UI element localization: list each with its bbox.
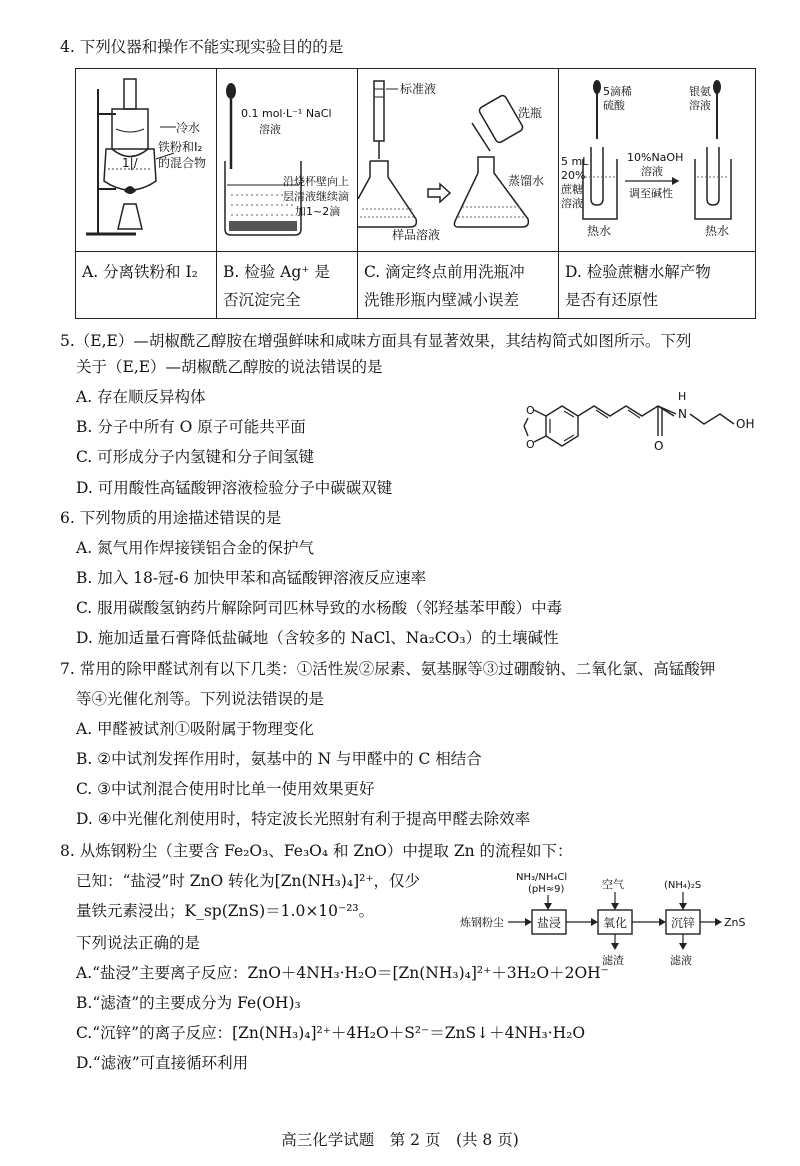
label-20pct: 20% (561, 169, 586, 182)
q4-figure-b (217, 69, 358, 252)
mol-o-carbonyl: O (654, 439, 664, 453)
q7-option-a: A. 甲醛被试剂①吸附属于物理变化 (76, 720, 315, 738)
hydrolysis-setup (559, 69, 755, 247)
label-standard: 标准液 (400, 82, 437, 96)
flow-byproduct-1: 滤渣 (602, 954, 624, 967)
q4-figure-c (358, 69, 559, 252)
q5-option-b: B. 分子中所有 O 原子可能共平面 (76, 418, 306, 436)
flow-input: 炼钢粉尘 (460, 916, 504, 929)
label-5drops: 5滴稀 (603, 85, 632, 98)
q6-option-b: B. 加入 18-冠-6 加快甲苯和高锰酸钾溶液反应速率 (76, 569, 427, 587)
label-pour: 沿烧杯壁向上 (283, 175, 349, 188)
label-sample: 样品溶液 (392, 228, 441, 242)
sublimation-apparatus (76, 69, 216, 247)
label-alkaline: 调至碱性 (629, 187, 673, 200)
q4-option-b: B. 检验 Ag⁺ 是 否沉淀完全 (217, 252, 358, 319)
q7-option-b: B. ②中试剂发挥作用时，氨基中的 N 与甲醛中的 C 相结合 (76, 750, 482, 768)
label-silver: 银氨 (689, 85, 711, 98)
q7-stem-1: 7. 常用的除甲醛试剂有以下几类：①活性炭②尿素、氨基脲等③过硼酸钠、二氧化氯、高锰酸钾 (60, 660, 716, 678)
q4-option-a: A. 分离铁粉和 I₂ (76, 252, 217, 319)
label-5ml: 5 mL (561, 155, 589, 168)
piperine-ethanolamide-structure (520, 384, 760, 464)
label-mixture: 的混合物 (158, 156, 207, 170)
flow-box-3-label: 沉锌 (671, 916, 696, 930)
label-h2so4: 硫酸 (603, 99, 625, 112)
q4-figure-a (76, 69, 217, 252)
label-drops: 加1~2滴 (295, 205, 341, 218)
dropper-beaker (217, 69, 357, 247)
label-sol: 溶液 (561, 197, 583, 210)
label-fe-i2: 铁粉和I₂ (158, 140, 203, 154)
label-sucrose: 蔗糖 (561, 183, 583, 196)
mol-o-2: O (526, 438, 535, 451)
q8-option-c: C.“沉锌”的离子反应：[Zn(NH₃)₄]²⁺＋4H₂O＋S²⁻＝ZnS↓＋4NH₃·H₂O (76, 1024, 586, 1042)
label-wash-bottle: 洗瓶 (518, 106, 543, 120)
q7-option-c: C. ③中试剂混合使用时比单一使用效果更好 (76, 780, 375, 798)
flow-box-1-label: 盐浸 (537, 916, 562, 930)
label-naoh-sol: 溶液 (641, 165, 663, 178)
q8-known-2: 量铁元素浸出；K_sp(ZnS)＝1.0×10⁻²³。 (76, 902, 375, 920)
flow-reagent-1a: NH₃/NH₄Cl (516, 872, 568, 883)
flow-output: ZnS (724, 916, 746, 929)
q7-option-d: D. ④中光催化剂使用时，特定波长光照射有利于提高甲醛去除效率 (76, 810, 531, 828)
q5-stem-2: 关于（E,E）—胡椒酰乙醇胺的说法错误的是 (76, 358, 383, 376)
q6-option-a: A. 氮气用作焊接镁铝合金的保护气 (76, 539, 315, 557)
label-silver-sol: 溶液 (689, 99, 711, 112)
q6-stem: 6. 下列物质的用途描述错误的是 (60, 509, 282, 527)
q8-option-b: B.“滤渣”的主要成分为 Fe(OH)₃ (76, 994, 301, 1012)
titration-setup (358, 69, 558, 247)
flow-reagent-2: 空气 (602, 878, 624, 891)
q5-option-d: D. 可用酸性高锰酸钾溶液检验分子中碳碳双键 (76, 479, 393, 497)
mol-oh: OH (736, 417, 755, 431)
q8-ask: 下列说法正确的是 (76, 934, 201, 952)
flow-box-2-label: 氧化 (603, 916, 628, 930)
flow-reagent-3: (NH₄)₂S (664, 880, 702, 891)
q6-option-d: D. 施加适量石膏降低盐碱地（含较多的 NaCl、Na₂CO₃）的土壤碱性 (76, 629, 559, 647)
q7-stem-2: 等④光催化剂等。下列说法错误的是 (76, 690, 325, 708)
page-footer: 高三化学试题 第 2 页 (共 8 页) (281, 1131, 519, 1149)
q4-figure-d (559, 69, 756, 252)
label-cold-water: 冷水 (176, 121, 201, 135)
q8-option-d: D.“滤液”可直接循环利用 (76, 1054, 249, 1072)
svg-text:1|/: 1|/ (122, 156, 138, 170)
label-hot-water-1: 热水 (587, 224, 612, 238)
label-hot-water-2: 热水 (705, 224, 730, 238)
q4-option-c: C. 滴定终点前用洗瓶冲 洗锥形瓶内壁减小误差 (358, 252, 559, 319)
q6-option-c: C. 服用碳酸氢钠药片解除阿司匹林导致的水杨酸（邻羟基苯甲酸）中毒 (76, 599, 563, 617)
q4-option-d: D. 检验蔗糖水解产物 是否有还原性 (559, 252, 756, 319)
q4-stem: 4. 下列仪器和操作不能实现实验目的的是 (60, 38, 344, 56)
label-solution: 溶液 (259, 123, 281, 136)
q8-stem: 8. 从炼钢粉尘（主要含 Fe₂O₃、Fe₃O₄ 和 ZnO）中提取 Zn 的流程如下： (60, 842, 573, 860)
q8-option-a: A.“盐浸”主要离子反应：ZnO＋4NH₃·H₂O＝[Zn(NH₃)₄]²⁺＋3H₂O＋2OH⁻ (76, 964, 609, 982)
q5-stem-1: 5.（E,E）—胡椒酰乙醇胺在增强鲜味和咸味方面具有显著效果，其结构简式如图所示。下列 (60, 332, 692, 350)
q8-known-1: 已知：“盐浸”时 ZnO 转化为[Zn(NH₃)₄]²⁺，仅少 (76, 872, 421, 890)
label-nacl: 0.1 mol·L⁻¹ NaCl (241, 107, 332, 120)
flow-reagent-1b: (pH≈9) (528, 884, 565, 895)
mol-n: N (678, 407, 687, 421)
q4-table (75, 68, 756, 319)
q5-option-c: C. 可形成分子内氢键和分子间氢键 (76, 448, 315, 466)
mol-h: H (678, 390, 687, 403)
mol-o-1: O (526, 404, 535, 417)
label-continue: 层清液继续滴 (283, 190, 349, 203)
q5-option-a: A. 存在顺反异构体 (76, 388, 206, 406)
flow-byproduct-2: 滤液 (670, 954, 692, 967)
label-distilled: 蒸馏水 (508, 174, 545, 188)
label-naoh: 10%NaOH (627, 151, 684, 164)
q8-flowchart (456, 868, 766, 968)
